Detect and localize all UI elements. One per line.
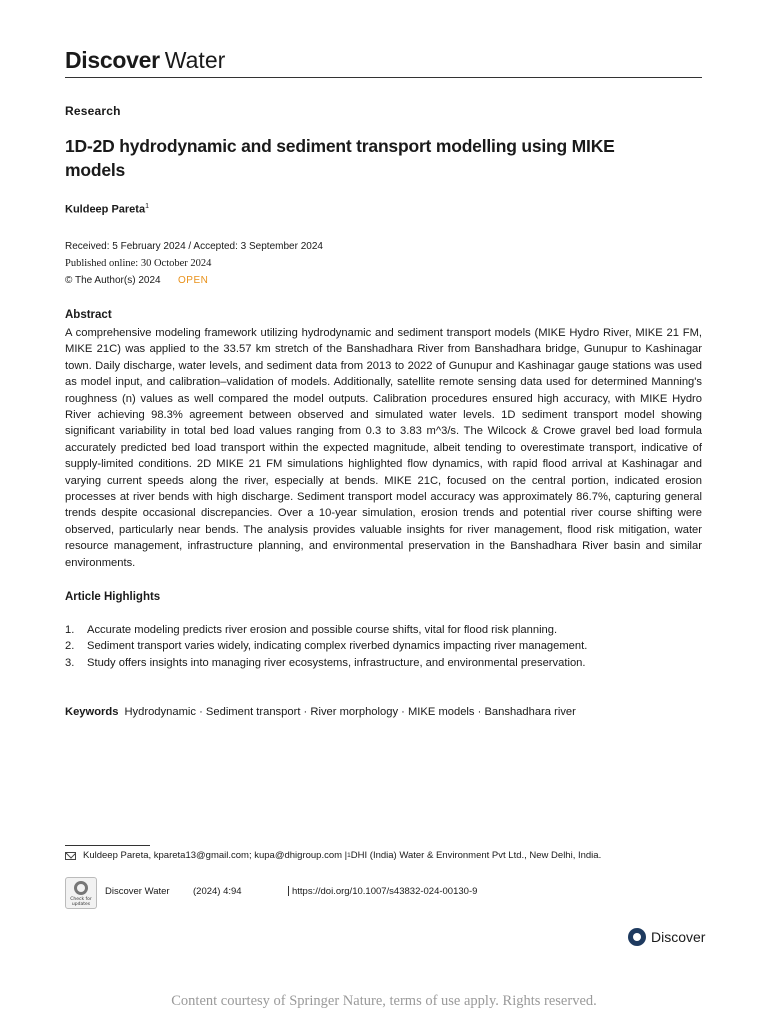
header-rule [65, 77, 702, 78]
doi-link[interactable]: https://doi.org/10.1007/s43832-024-00130-9 [292, 886, 478, 897]
citation-volume: (2024) 4:94 [193, 886, 242, 897]
journal-title [65, 46, 225, 74]
open-access-badge: OPEN [178, 275, 209, 286]
received-dates: Received: 5 February 2024 / Accepted: 3 September 2024 [65, 241, 323, 252]
discover-brand [628, 928, 705, 946]
highlight-text: Accurate modeling predicts river erosion and possible course shifts, vital for flood risk planning. [87, 624, 558, 636]
footnote [65, 849, 601, 863]
author-line [65, 203, 149, 216]
highlight-text: Sediment transport varies widely, indicating complex riverbed dynamics impacting river management. [87, 640, 588, 653]
highlight-number: 1. [65, 624, 75, 636]
check-for-updates-text: Check for updates [70, 897, 92, 907]
highlight-item [65, 622, 702, 638]
keywords-text: Hydrodynamic · Sediment transport · River morphology · MIKE models · Banshadhara river [124, 706, 576, 718]
copyright: © The Author(s) 2024 [65, 275, 161, 286]
highlight-item [65, 655, 702, 671]
highlight-item [65, 638, 702, 654]
footnote-affiliation: DHI (India) Water & Environment Pvt Ltd., New Delhi, India. [350, 850, 602, 861]
highlight-text: Study offers insights into managing river ecosystems, infrastructure, and environmental preservation. [87, 656, 586, 669]
author-name[interactable]: Kuldeep Pareta [65, 203, 146, 216]
highlight-number: 3. [65, 656, 75, 669]
discover-logo-icon [628, 928, 646, 946]
journal-title-light: Water [164, 47, 226, 73]
courtesy-notice: Content courtesy of Springer Nature, terms of use apply. Rights reserved. [171, 993, 597, 1009]
footnote-affiliation-marker: 1 [347, 852, 351, 859]
doi-separator [288, 886, 289, 896]
brand-name: Discover [651, 929, 706, 945]
keywords-line [65, 704, 576, 720]
article-category: Research [65, 104, 121, 118]
check-for-updates-badge[interactable] [65, 877, 97, 909]
keywords-label: Keywords [65, 706, 119, 718]
author-affiliation-marker: 1 [145, 203, 149, 210]
citation-journal: Discover Water [105, 886, 170, 897]
footnote-rule [65, 845, 150, 846]
update-ring-icon [74, 881, 88, 895]
published-date: Published online: 30 October 2024 [65, 258, 212, 269]
highlights-heading: Article Highlights [65, 591, 161, 603]
article-title: 1D-2D hydrodynamic and sediment transport modelling using MIKE models [65, 136, 615, 180]
citation-doi [288, 886, 477, 898]
envelope-icon [65, 852, 76, 860]
highlights-list [65, 622, 702, 671]
abstract-text: A comprehensive modeling framework utilizing hydrodynamic and sediment transport models (MIKE Hydro River, MIKE 21 FM, MIKE 21C) was applied to the 33.57 km stretch of the Banshadhara River from Banshadhara bridge, Gunupur to Kashinagar town. Daily discharge, water levels, and sediment data from 2013 to 2022 of Gunupur and Kashinagar gauge stations was used as model input, and calibration–validation of models. Additionally, satellite remote sensing data used for determined Manning's roughness (n) values as well compared the model outputs. Calibration procedures ensured high accuracy, with MIKE Hydro River achieving 98.3% agreement between observed and simulated water levels. 1D sediment transport model showing significant variability in total bed load values ranging from 0.3 to 3.83 m^3/s. The Wilcock & Crowe gravel bed load formula accurately predicted bed load transport within the expected magnitude, albeit tending to overestimate transport, indicative of supply-limited conditions. 2D MIKE 21 FM simulations highlighted flow dynamics, with rapid flood arrival at Kashinagar and varying current speeds along the river, especially at bends. MIKE 21C, focused on the central portion, indicated erosion processes at river bends with high discharge. Sediment transport model accuracy was approximately 86.7%, capturing general trends despite occasional discrepancies. Over a 10-year simulation, erosion trends and potential river course shifting were observed, particularly near bends. The analysis provides valuable insights for river management, flood risk mitigation, water resource management, infrastructure planning, and environmental preservation in the Banshadhara River basin and similar environments. [65, 327, 702, 569]
highlight-number: 2. [65, 640, 75, 653]
journal-title-bold: Discover [65, 47, 160, 73]
abstract-heading: Abstract [65, 309, 112, 321]
footnote-contact[interactable]: Kuldeep Pareta, kpareta13@gmail.com; kupa@dhigroup.com | [83, 850, 348, 861]
